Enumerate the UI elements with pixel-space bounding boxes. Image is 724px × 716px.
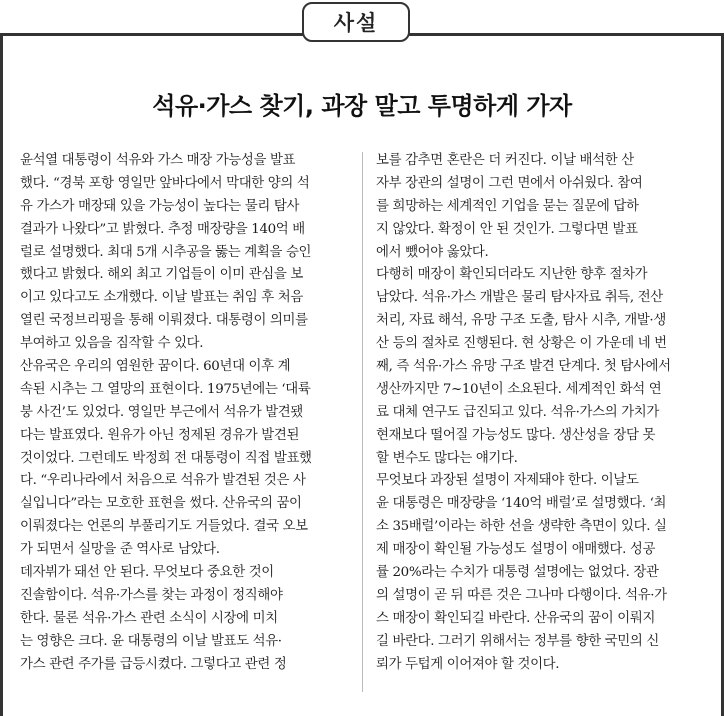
text-line: 유 가스가 매장돼 있을 가능성이 높다는 물리 탐사 (20, 198, 300, 214)
text-line: 산 등의 절차로 진행된다. 현 상황은 이 가운데 네 번 (376, 336, 667, 352)
text-line: 제 매장이 확인될 가능성도 설명이 애매했다. 성공 (376, 542, 656, 558)
text-line: 했다고 밝혔다. 해외 최고 기업들이 이미 관심을 보 (20, 267, 303, 283)
text-line: 는 영향은 크다. 윤 대통령의 이날 발표도 석유· (20, 633, 282, 649)
text-line: 할 변수도 많다는 얘기다. (376, 450, 518, 466)
text-line: 다행히 매장이 확인되더라도 지난한 향후 절차가 (376, 267, 648, 283)
text-line: 실입니다”라는 모호한 표현을 썼다. 산유국의 꿈이 (20, 496, 302, 512)
section-label: 사설 (302, 2, 410, 42)
text-line: 처리, 자료 해석, 유망 구조 도출, 탐사 시추, 개발·생 (376, 313, 666, 329)
text-line: 가 되면서 실망을 준 역사로 남았다. (20, 542, 220, 558)
text-line: 럴로 설명했다. 최대 5개 시추공을 뚫는 계획을 승인 (20, 244, 312, 260)
article-column-right (376, 150, 706, 676)
text-line: 무엇보다 과장된 설명이 자제돼야 한다. 이날도 (376, 473, 639, 489)
headline: 석유·가스 찾기, 과장 말고 투명하게 가자 (152, 92, 572, 120)
text-line: 뢰가 두텁게 이어져야 할 것이다. (376, 656, 560, 672)
text-line: 다. “우리나라에서 처음으로 석유가 발견된 것은 사 (20, 473, 306, 489)
text-line: 붕 사건’도 있었다. 영일만 부근에서 석유가 발견됐 (20, 404, 303, 420)
text-line: 남았다. 석유·가스 개발은 물리 탐사자료 취득, 전산 (376, 290, 663, 306)
text-line: 현재보다 떨어질 가능성도 많다. 생산성을 장담 못 (376, 427, 656, 443)
text-line: 결과가 나왔다”고 밝혔다. 추정 매장량을 140억 배 (20, 221, 305, 237)
text-line: 째, 즉 석유·가스 유망 구조 발견 단계다. 첫 탐사에서 (376, 359, 671, 375)
text-line: 가스 관련 주가를 급등시켰다. 그렇다고 관련 정 (20, 656, 287, 672)
text-line: 를 희망하는 세계적인 기업을 묻는 질문에 답하 (376, 198, 639, 214)
text-line: 스 매장이 확인되길 바란다. 산유국의 꿈이 이뤄지 (376, 610, 656, 626)
text-line: 에서 뺐어야 옳았다. (376, 244, 489, 260)
text-line: 데자뷔가 돼선 안 된다. 무엇보다 중요한 것이 (20, 565, 274, 581)
text-line: 률 20%라는 수치가 대통령 설명에는 없었다. 장관 (376, 565, 659, 581)
text-line: 진솔함이다. 석유·가스를 찾는 과정이 정직해야 (20, 587, 283, 603)
text-line: 자부 장관의 설명이 그런 면에서 아쉬웠다. 참여 (376, 175, 643, 191)
text-line: 보를 감추면 혼란은 더 커진다. 이날 배석한 산 (376, 153, 634, 168)
text-line: 료 대체 연구도 급진되고 있다. 석유·가스의 가치가 (376, 404, 659, 420)
text-line: 것이었다. 그런데도 박정희 전 대통령이 직접 발표했 (20, 450, 312, 466)
text-line: 윤 대통령은 매장량을 ‘140억 배럴’로 설명했다. ‘최 (376, 496, 667, 512)
text-line: 한다. 물론 석유·가스 관련 소식이 시장에 미치 (20, 610, 278, 626)
text-line: 소 35배럴’이라는 하한 선을 생략한 측면이 있다. 실 (376, 519, 667, 535)
text-line: 윤석열 대통령이 석유와 가스 매장 가능성을 발표 (20, 153, 296, 168)
text-line: 열린 국정브리핑을 통해 이뤄졌다. 대통령이 의미를 (20, 313, 308, 329)
column-divider (362, 152, 363, 692)
text-line: 다는 발표였다. 원유가 아닌 정제된 경유가 발견된 (20, 427, 300, 443)
text-line: 했다. “경북 포항 영일만 앞바다에서 막대한 양의 석 (20, 175, 310, 191)
text-line: 이뤄졌다는 언론의 부풀리기도 거들었다. 결국 오보 (20, 519, 308, 535)
text-line: 길 바란다. 그러기 위해서는 정부를 향한 국민의 신 (376, 633, 659, 649)
text-line: 의 설명이 곧 뒤 따른 것은 그나마 다행이다. 석유·가 (376, 587, 667, 603)
text-line: 지 않았다. 확정이 안 된 것인가. 그렇다면 발표 (376, 221, 638, 237)
text-line: 속된 시추는 그 열망의 표현이다. 1975년에는 ‘대륙 (20, 381, 311, 397)
text-line: 부여하고 있음을 짐작할 수 있다. (20, 336, 204, 352)
article-column-left (20, 150, 350, 676)
text-line: 생산까지만 7~10년이 소요된다. 세계적인 화석 연 (376, 381, 662, 397)
text-line: 산유국은 우리의 염원한 꿈이다. 60년대 이후 계 (20, 359, 291, 375)
text-line: 이고 있다고도 소개했다. 이날 발표는 취임 후 처음 (20, 290, 303, 306)
